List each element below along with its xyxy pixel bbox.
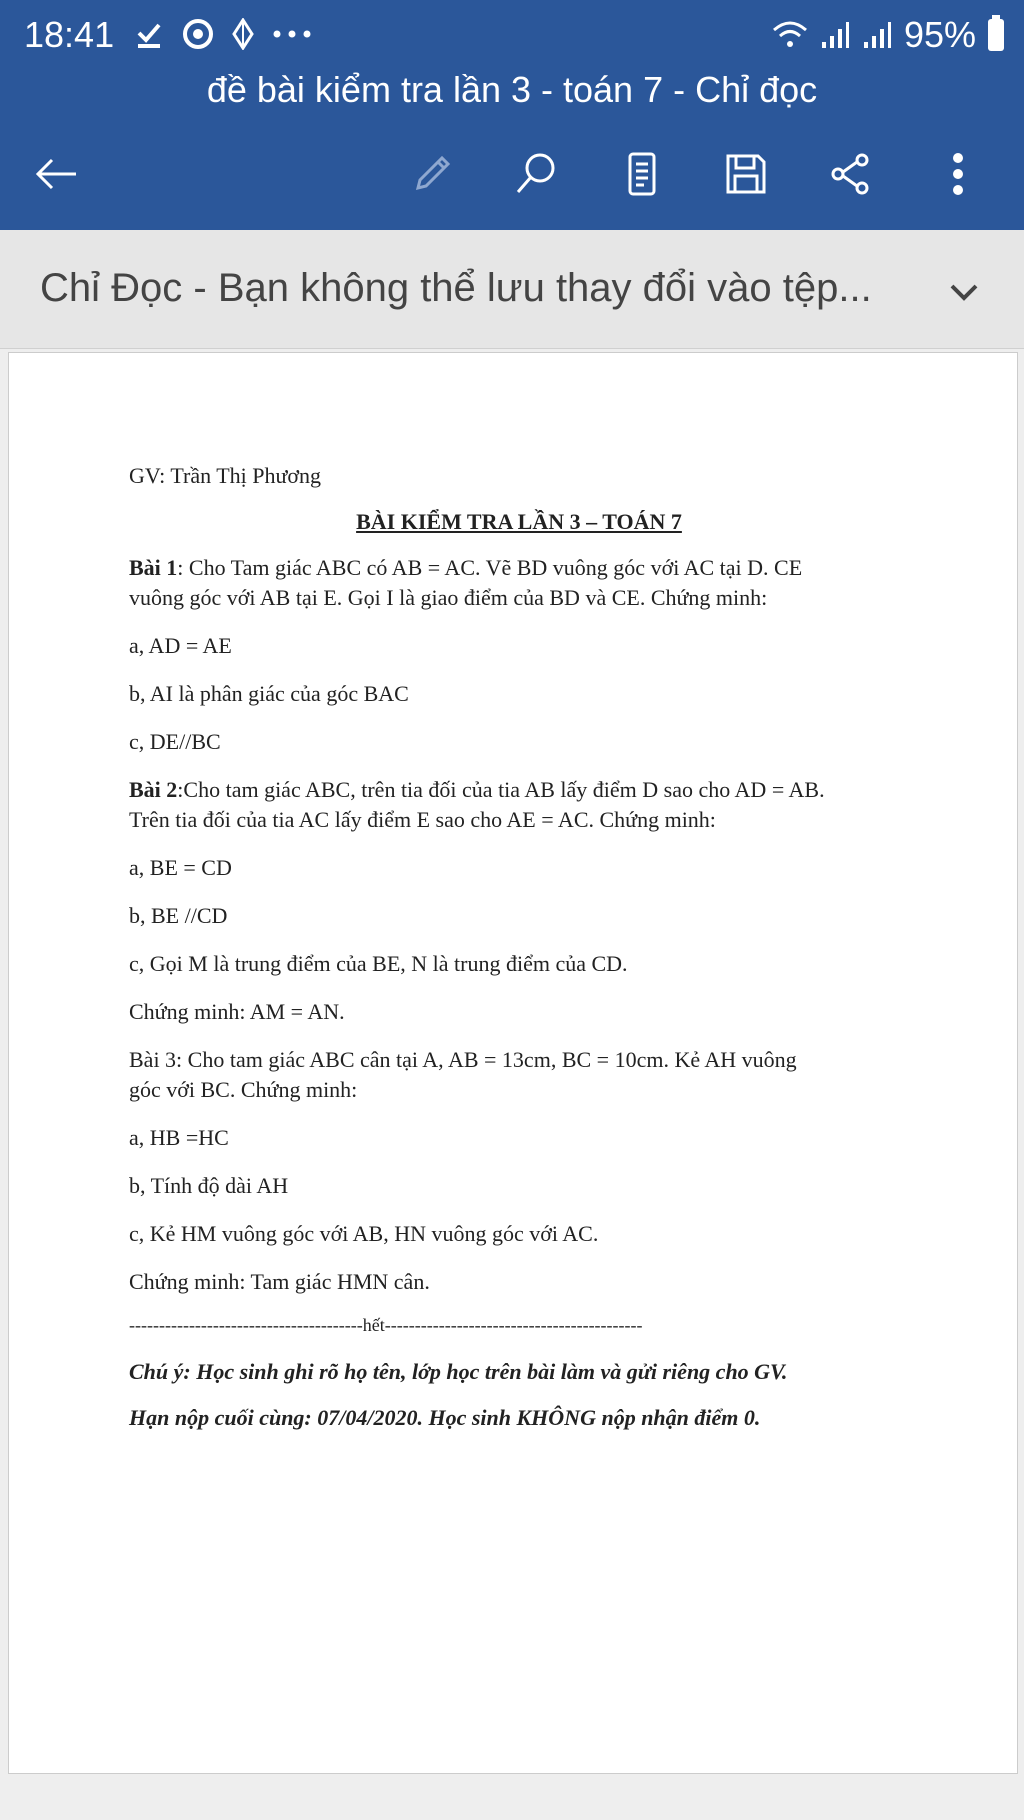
reading-view-icon bbox=[618, 150, 666, 198]
diamond-icon bbox=[232, 18, 254, 50]
bai2-line2: Trên tia đối của tia AC lấy điểm E sao cho AE = AC. Chứng minh: bbox=[129, 807, 716, 832]
bai2-c2: Chứng minh: AM = AN. bbox=[129, 999, 345, 1024]
chevron-down-icon bbox=[944, 272, 984, 312]
note-line2: Hạn nộp cuối cùng: 07/04/2020. Học sinh KHÔNG nộp nhận điểm 0. bbox=[129, 1405, 761, 1430]
share-icon bbox=[826, 150, 874, 198]
app-bar bbox=[0, 0, 1024, 230]
status-bar bbox=[0, 0, 1024, 68]
bai3-a: a, HB =HC bbox=[129, 1125, 229, 1150]
back-arrow-icon bbox=[32, 150, 80, 198]
toolbar bbox=[0, 138, 1024, 208]
bai2-a: a, BE = CD bbox=[129, 855, 232, 880]
bai3-c2: Chứng minh: Tam giác HMN cân. bbox=[129, 1269, 430, 1294]
banner-text: Chỉ Đọc - Bạn không thể lưu thay đổi vào tệp... bbox=[40, 266, 872, 310]
bai1-c: c, DE//BC bbox=[129, 729, 221, 754]
read-only-banner[interactable] bbox=[0, 230, 1024, 349]
bai2-label: Bài 2 bbox=[129, 777, 178, 802]
more-options-button[interactable] bbox=[930, 146, 986, 202]
signal-icon-2 bbox=[862, 20, 892, 50]
bai3-c: c, Kẻ HM vuông góc với AB, HN vuông góc với AC. bbox=[129, 1221, 599, 1246]
bai1-line1 bbox=[129, 555, 909, 581]
bai1-text1: : Cho Tam giác ABC có AB = AC. Vẽ BD vuông góc với AC tại D. CE bbox=[177, 555, 803, 580]
exam-heading: BÀI KIỂM TRA LẦN 3 – TOÁN 7 bbox=[356, 509, 682, 534]
bai1-line2: vuông góc với AB tại E. Gọi I là giao điểm của BD và CE. Chứng minh: bbox=[129, 585, 768, 610]
status-time: 18:41 bbox=[24, 14, 115, 55]
teacher-name: GV: Trần Thị Phương bbox=[129, 463, 322, 488]
search-button[interactable] bbox=[508, 146, 564, 202]
more-dots-icon bbox=[272, 29, 312, 39]
chrome-icon bbox=[182, 18, 214, 50]
share-button[interactable] bbox=[822, 146, 878, 202]
save-icon bbox=[722, 150, 770, 198]
back-button[interactable] bbox=[28, 146, 84, 202]
download-done-icon bbox=[134, 19, 164, 49]
bai2-c: c, Gọi M là trung điểm của BE, N là trung điểm của CD. bbox=[129, 951, 628, 976]
bai3-line2: góc với BC. Chứng minh: bbox=[129, 1077, 358, 1102]
save-button[interactable] bbox=[718, 146, 774, 202]
notification-icons bbox=[134, 18, 312, 50]
edit-button[interactable] bbox=[404, 146, 460, 202]
pencil-icon bbox=[408, 150, 456, 198]
document-title: đề bài kiểm tra lần 3 - toán 7 - Chỉ đọc bbox=[206, 69, 818, 110]
battery-icon bbox=[988, 19, 1004, 51]
status-right bbox=[772, 14, 1004, 56]
bai2-line1 bbox=[129, 777, 909, 803]
signal-icon bbox=[820, 20, 850, 50]
banner-expand-button[interactable] bbox=[944, 272, 984, 312]
document-page[interactable] bbox=[8, 352, 1018, 1774]
bai1-label: Bài 1 bbox=[129, 555, 178, 580]
bai2-text1: :Cho tam giác ABC, trên tia đối của tia AB lấy điểm D sao cho AD = AB. bbox=[177, 777, 825, 802]
note-line1: Chú ý: Học sinh ghi rõ họ tên, lớp học trên bài làm và gửi riêng cho GV. bbox=[129, 1359, 788, 1384]
wifi-icon bbox=[772, 20, 808, 50]
more-vertical-icon bbox=[934, 150, 982, 198]
bai2-b: b, BE //CD bbox=[129, 903, 228, 928]
reading-view-button[interactable] bbox=[614, 146, 670, 202]
bai3-b: b, Tính độ dài AH bbox=[129, 1173, 289, 1198]
search-icon bbox=[512, 150, 560, 198]
bai3-line1: Bài 3: Cho tam giác ABC cân tại A, AB = 13cm, BC = 10cm. Kẻ AH vuông bbox=[129, 1047, 797, 1072]
bai1-b: b, AI là phân giác của góc BAC bbox=[129, 681, 409, 706]
end-separator: ---------------------------------------hết------------------------------------------- bbox=[129, 1315, 643, 1335]
battery-percent: 95% bbox=[903, 14, 976, 55]
bai1-a: a, AD = AE bbox=[129, 633, 232, 658]
